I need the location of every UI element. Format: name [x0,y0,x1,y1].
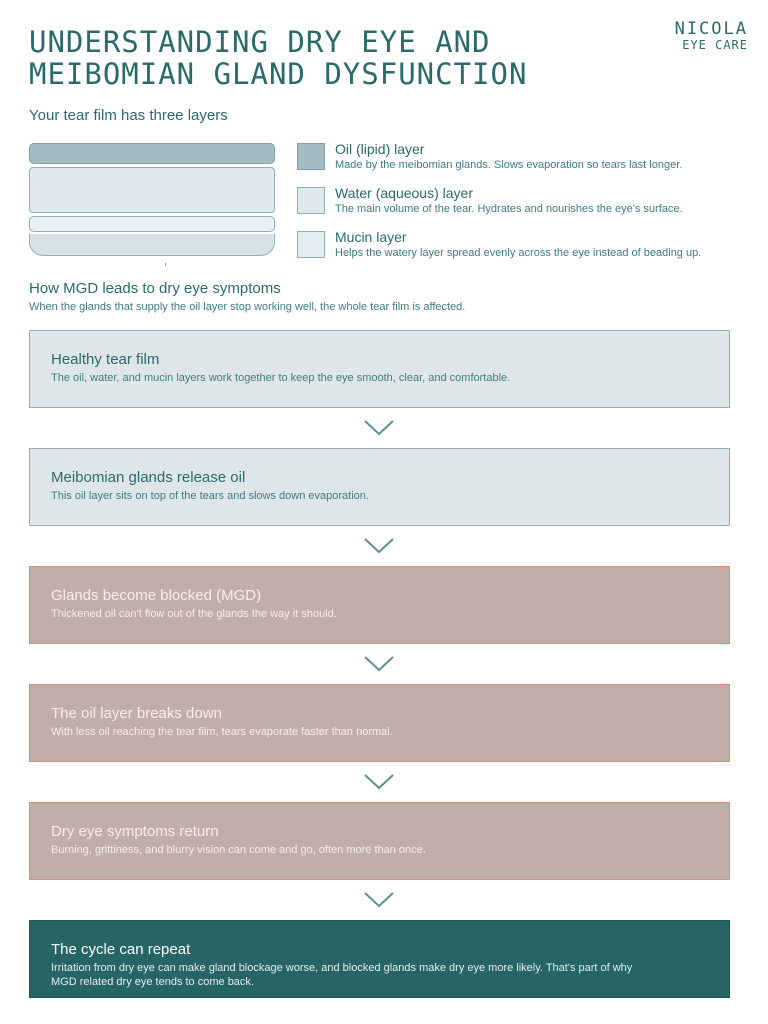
step-title: The oil layer breaks down [51,705,222,722]
step-description: Irritation from dry eye can make gland blockage worse, and blocked glands make dry eye more likely. That's part of why MGD related dry eye tends to come back. [51,962,633,988]
chevron-down-icon [363,655,395,673]
flow-step-oil-layer-breaks-down [29,684,730,762]
step-title: The cycle can repeat [51,941,191,958]
legend-name: Oil (lipid) layer [335,141,425,157]
chevron-down-icon [363,773,395,791]
step-description: Thickened oil can't flow out of the glands the way it should. [51,608,337,620]
legend-name: Water (aqueous) layer [335,185,473,201]
chevron-down-icon [363,419,395,437]
oil-swatch [297,143,325,170]
step-description: Burning, grittiness, and blurry vision can come and go, often more than once. [51,844,426,856]
flow-step-symptoms-return [29,802,730,880]
step-title: Dry eye symptoms return [51,823,219,840]
flow-step-glands-release-oil [29,448,730,526]
legend-description: Helps the watery layer spread evenly across the eye instead of beading up. [335,247,702,259]
water-swatch [297,187,325,214]
tear-film-heading: Your tear film has three layers [29,107,228,124]
brand-logo [675,20,748,52]
eye-surface-shape [29,234,275,256]
chevron-down-icon [363,891,395,909]
oil-layer-shape [29,143,275,164]
illustration-tick [165,263,166,266]
step-description: The oil, water, and mucin layers work together to keep the eye smooth, clear, and comfortable. [51,372,511,384]
step-description: This oil layer sits on top of the tears and slows down evaporation. [51,490,369,502]
step-description: With less oil reaching the tear film, tears evaporate faster than normal. [51,726,393,738]
brand-tagline: EYE CARE [682,38,748,52]
mucin-swatch [297,231,325,258]
title-line-1: UNDERSTANDING DRY EYE AND [29,25,491,59]
page-title [29,26,629,90]
chevron-down-icon [363,537,395,555]
step-title: Healthy tear film [51,351,160,368]
legend-description: The main volume of the tear. Hydrates and nourishes the eye's surface. [335,203,683,215]
brand-name: NICOLA [674,19,748,39]
step-title: Glands become blocked (MGD) [51,587,262,604]
mucin-layer-shape [29,216,275,232]
flow-subheading: When the glands that supply the oil layer stop working well, the whole tear film is affected. [29,301,466,313]
step-title: Meibomian glands release oil [51,469,246,486]
flow-heading: How MGD leads to dry eye symptoms [29,280,281,297]
water-layer-shape [29,167,275,213]
legend-name: Mucin layer [335,229,407,245]
flow-step-healthy-tear-film [29,330,730,408]
legend-description: Made by the meibomian glands. Slows evaporation so tears last longer. [335,159,683,171]
flow-step-glands-blocked [29,566,730,644]
title-line-2: MEIBOMIAN GLAND DYSFUNCTION [29,57,528,91]
flow-step-cycle-repeats [29,920,730,998]
